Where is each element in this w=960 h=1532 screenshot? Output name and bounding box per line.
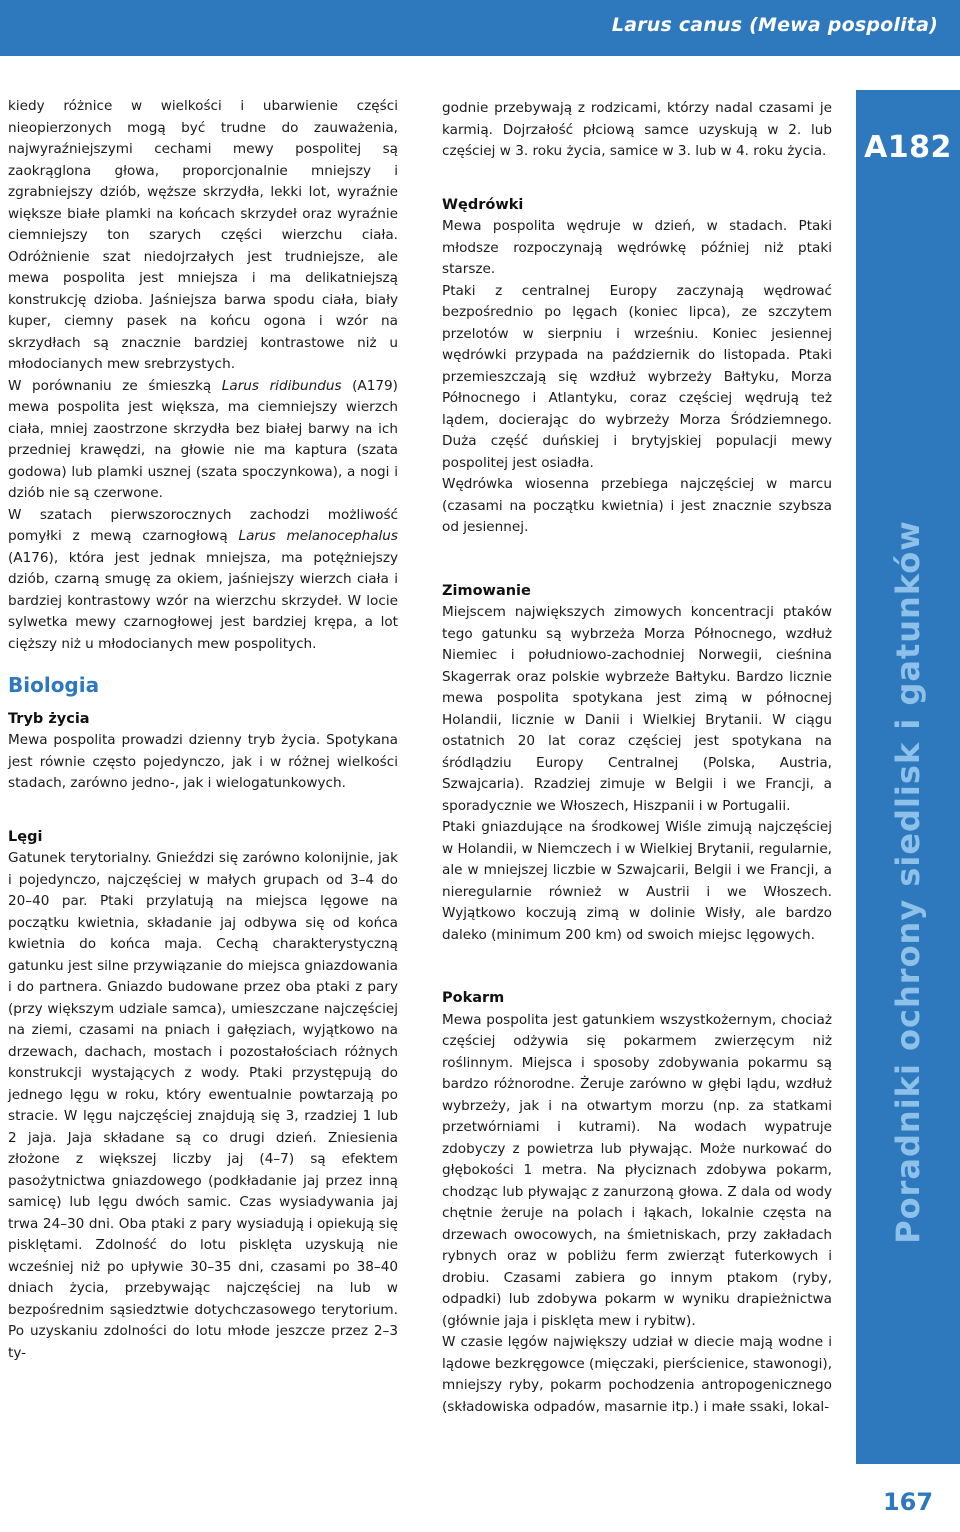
paragraph: godnie przebywają z rodzicami, którzy nadal czasami je karmią. Dojrzałość płciową samce uzyskują w 2. lub częściej w 3. roku życia, samice w 3. lub w 4. roku życia. (442, 100, 832, 159)
subheading-legi: Lęgi (8, 828, 43, 845)
paragraph: W czasie lęgów największy udział w diecie mają wodne i lądowe bezkręgowce (mięczaki, pierścienice, stawonogi), mniejszy ryby, pokarm pochodzenia antropogenicznego (składowiska odpadów, masarnie itp.) i małe ssaki, lokal- (442, 1334, 833, 1415)
series-title: Poradniki ochrony siedlisk i gatunków (889, 520, 927, 1244)
paragraph: Ptaki z centralnej Europy zaczynają wędrować bezpośrednio po lęgach (koniec lipca), ze szczytem przelotów w sierpniu i wrześniu. Koniec jesiennej wędrówki przypada na październik do listopada. Ptaki przemieszczają się wzdłuż wybrzeży Bałtyku, Morza Północnego i Atlantyku, coraz częściej wędrują też lądem, docierając do wybrzeży Morza Śródziemnego. Duża część duńskiej i brytyjskiej populacji mewy pospolitej jest osiadła. (442, 282, 832, 471)
left-column (8, 96, 398, 1364)
paragraph: Mewa pospolita prowadzi dzienny tryb życia. Spotykana jest równie często pojedynczo, jak i w różnej wielkości stadach, zarówno jedno-, jak i wielogatunkowych. (8, 732, 398, 791)
paragraph: Gatunek terytorialny. Gnieździ się zarówno kolonijnie, jak i pojedynczo, najczęściej w małych grupach od 3–4 do 20–40 par. Ptaki przylatują na miejsca lęgowe na początku kwietnia, składanie jaj odbywa się od końca kwietnia do końca maja. Cechą charakterystyczną gatunku jest silne przywiązanie do miejsca gniazdowania i do partnera. Gniazdo budowane przez oba ptaki z pary (przy większym udziale samca), umieszczane najczęściej na ziemi, czasami na pniach i gałęziach, wyjątkowo na drzewach, dachach, mostach i pozostałościach różnych konstrukcji wystających z wody. Ptaki przystępują do jednego lęgu w roku, który ewentualnie powtarzają po stracie. W lęgu najczęściej znajdują się 3, rzadziej 1 lub 2 jaja. Jaja składane są co drugi dzień. Zniesienia złożone z większej liczby jaj (4–7) są efektem pasożytnictwa gniazdowego (podkładanie jaj przez inną samicę) lub lęgu dwóch samic. Czas wysiadywania jaj trwa 24–30 dni. Oba ptaki z pary wysiadują i opiekują się pisklętami. Zdolność do lotu pisklęta uzyskują nie wcześniej niż po upływie 30–35 dni, czasami po 38–40 dniach życia, przebywając najczęściej na lub w bezpośrednim sąsiedztwie dotychczasowego terytorium. Po uzyskaniu zdolności do lotu młode jeszcze przez 2–3 ty- (8, 850, 398, 1361)
latin-name: Larus melanocephalus (238, 528, 398, 544)
paragraph: Mewa pospolita jest gatunkiem wszystkożernym, chociaż częściej odżywia się pokarmem zwierzęcym niż roślinnym. Miejsca i sposoby zdobywania pokarmu są bardzo różnorodne. Żeruje zarówno w głębi lądu, wzdłuż wybrzeży, jak i na otwartym morzu (np. za statkami przetwórniami i kutrami). Na wodach wypatruje zdobyczy z powietrza lub pływając. Może nurkować do głębokości 1 metra. Na płyciznach zdobywa pokarm, chodząc lub pływając z zanurzoną głowa. Z dala od wody chętnie żeruje na polach i łąkach, lokalnie częsta na drzewach owocowych, na śmietniskach, przy zakładach rybnych oraz w pobliżu ferm zwierząt futerkowych i drobiu. Czasami zabiera go innym ptakom (ryby, odpadki) lub zdobywa pokarm w wyniku drapieżnictwa (głównie jaja i pisklęta mew i rybitw). (442, 1011, 832, 1329)
species-title: Larus canus (Mewa pospolita) (611, 14, 938, 36)
subheading-pokarm: Pokarm (442, 990, 505, 1006)
species-code: A182 (864, 130, 952, 165)
paragraph: Miejscem największych zimowych koncentracji ptaków tego gatunku są wybrzeża Morza Północnego, wzdłuż Niemiec i południowo-zachodniej Norwegii, cieśnina Skagerrak oraz polskie wybrzeże Bałtyku. Bardzo licznie mewa pospolita spotykana jest zimą w północnej Holandii, licznie w Danii i Wielkiej Brytanii. W ciągu ostatnich 20 lat coraz częściej jest spotykana na śródlądziu Europy Centralnej (Polska, Austria, Szwajcaria). Rzadziej zimuje w Belgii i we Francji, a sporadycznie we Włoszech, Hiszpanii i w Portugalii. (442, 604, 832, 814)
header-band (0, 0, 960, 56)
paragraph: W szatach pierwszorocznych zachodzi możliwość pomyłki z mewą czarnogłową Larus melanocephalus (A176), która jest jednak mniejsza, ma potężniejszy dziób, czarną smugę za okiem, jaśniejszy wierzch ciała i bardziej kontrastowy wzór na wierzchu skrzydeł. W locie sylwetka mewy czarnogłowej jest bardziej krępa, a lot cięższy niż u młodocianych mew pospolitych. (8, 506, 398, 652)
latin-name: Larus ridibundus (221, 377, 342, 394)
page-number: 167 (856, 1472, 960, 1532)
section-heading-biologia: Biologia (8, 673, 100, 697)
paragraph: Ptaki gniazdujące na środkowej Wiśle zimują najczęściej w Holandii, w Niemczech i w Wielkiej Brytanii, regularnie, ale w mniejszej liczbie w Szwajcarii, Belgii i we Francji, a nieregularnie również w Austrii i we Włoszech. Wyjątkowo koczują zimą w dolinie Wisły, ale bardzo daleko (minimum 200 km) od swoich miejsc lęgowych. (442, 819, 832, 943)
sidebar (856, 90, 960, 1516)
subheading-tryb-zycia: Tryb życia (8, 710, 90, 727)
right-column (442, 98, 832, 1418)
subheading-wedrowki: Wędrówki (442, 196, 524, 213)
subheading-zimowanie: Zimowanie (442, 582, 531, 599)
paragraph: W porównaniu ze śmieszką Larus ridibundus (A179) mewa pospolita jest większa, ma ciemniejszy wierzch ciała, mniej zaostrzone skrzydła bez białej barwy na ich przedniej krawędzi, na głowie nie ma kaptura (szata godowa) lub plamki usznej (szata spoczynkowa), a nogi i dziób nie są czerwone. (8, 377, 398, 501)
paragraph: kiedy różnice w wielkości i ubarwienie części nieopierzonych mogą być trudne do zauważenia, najwyraźniejszymi cechami mewy pospolitej są zaokrąglona głowa, proporcjonalnie mniejszy i zgrabniejszy dziób, węższe skrzydła, lekki lot, wyraźnie większe białe plamki na końcach skrzydeł oraz wyraźnie ciemniejszy ton szarych części wierzchu ciała. Odróżnienie szat niedojrzałych jest trudniejsze, ale mewa pospolita jest mniejsza i ma delikatniejszą konstrukcję dzioba. Jaśniejsza barwa spodu ciała, biały kuper, ciemny pasek na końcu ogona i wzór na skrzydłach są znacznie bardziej kontrastowe niż u młodocianych mew srebrzystych. (8, 98, 398, 372)
paragraph: Mewa pospolita wędruje w dzień, w stadach. Ptaki młodsze rozpoczynają wędrówkę później niż ptaki starsze. (442, 218, 832, 277)
paragraph: Wędrówka wiosenna przebiega najczęściej w marcu (czasami na początku kwietnia) i jest znacznie szybsza od jesiennej. (442, 476, 832, 535)
